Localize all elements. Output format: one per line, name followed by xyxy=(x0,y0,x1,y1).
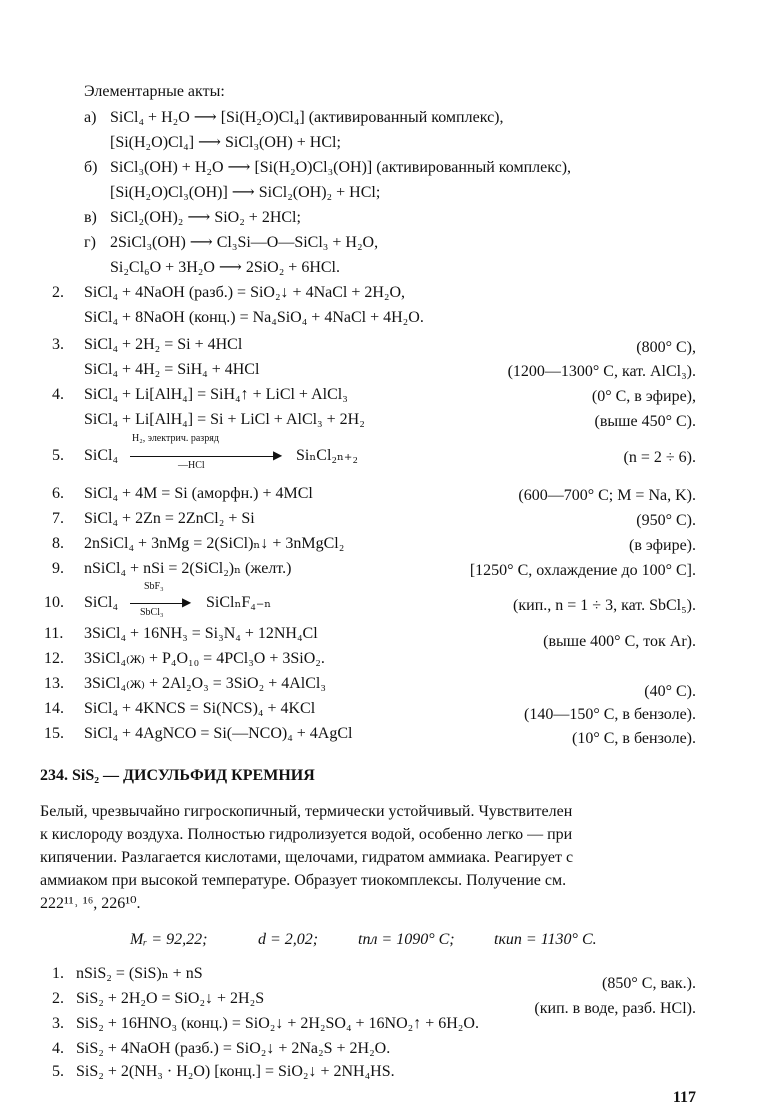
reaction-equation: SiCl₄ + 4KNCS = Si(NCS)₄ + 4KCl xyxy=(84,700,316,717)
act-equation: [Si(H₂O)Cl₃(OH)] ⟶ SiCl₂(OH)₂ + HCl; xyxy=(110,184,381,201)
act-equation: SiCl₄ + H₂O ⟶ [Si(H₂O)Cl₄] (активированный комплекс), xyxy=(110,109,504,126)
act-equation: Si₂Cl₆O + 3H₂O ⟶ 2SiO₂ + 6HCl. xyxy=(110,259,340,276)
reaction-number: 11. xyxy=(44,625,64,642)
reaction-number: 2. xyxy=(52,990,64,1007)
reaction-conditions: (40° C). xyxy=(644,683,696,700)
arrow-head-icon: ▶ xyxy=(273,448,283,462)
description-line: Белый, чрезвычайно гигроскопичный, термически устойчивый. Чувствителен xyxy=(40,803,573,820)
reaction-conditions: (850° C, вак.). xyxy=(602,975,696,992)
reaction-equation: SiCl₄ + 4M = Si (аморфн.) + 4MCl xyxy=(84,485,313,502)
reaction-equation: nSiS₂ = (SiS)ₙ + nS xyxy=(76,965,203,982)
reaction-equation: SiCl₄ + 8NaOH (конц.) = Na₄SiO₄ + 4NaCl + 4H₂O. xyxy=(84,309,424,326)
reaction-conditions: (в эфире). xyxy=(628,537,696,554)
molar-mass: Mᵣ = 92,22; xyxy=(130,931,208,948)
section-heading xyxy=(40,768,315,784)
intro-text: Элементарные акты: xyxy=(84,83,225,100)
reaction-number: 3. xyxy=(52,336,64,353)
reaction-conditions: [1250° C, охлаждение до 100° C]. xyxy=(469,562,696,579)
reaction-number: 3. xyxy=(52,1015,64,1032)
reaction-conditions: (0° C, в эфире), xyxy=(591,388,696,405)
reaction-conditions: (кип., n = 1 ÷ 3, кат. SbCl₅). xyxy=(513,597,696,614)
reaction-number: 1. xyxy=(52,965,64,982)
reaction-product: SiₙCl₂ₙ₊₂ xyxy=(296,447,358,464)
reaction-number: 2. xyxy=(52,284,64,301)
reaction-number: 12. xyxy=(44,650,64,667)
reaction-conditions: (кип. в воде, разб. HCl). xyxy=(534,1000,696,1017)
reaction-equation: 3SiCl₄₍ж₎ + 2Al₂O₃ = 3SiO₂ + 4AlCl₃ xyxy=(84,675,326,692)
reaction-number: 5. xyxy=(52,447,64,464)
reaction-equation: SiCl₄ + Li[AlH₄] = Si + LiCl + AlCl₃ + 2H₂ xyxy=(84,411,365,428)
reaction-conditions: (10° C, в бензоле). xyxy=(572,730,696,747)
reaction-conditions: (1200—1300° C, кат. AlCl₃). xyxy=(507,363,696,380)
reaction-number: 9. xyxy=(52,560,64,577)
reaction-equation: SiCl₄ + 2H₂ = Si + 4HCl xyxy=(84,336,243,353)
arrow-label-above: H₂, электрич. разряд xyxy=(132,433,219,444)
reaction-number: 7. xyxy=(52,510,64,527)
reaction-reactant: SiCl₄ xyxy=(84,447,119,464)
arrow-label-below: SbCl₃ xyxy=(140,607,164,618)
section-number: 234. xyxy=(40,767,68,784)
act-equation: SiCl₂(OH)₂ ⟶ SiO₂ + 2HCl; xyxy=(110,209,301,226)
reaction-conditions: (600—700° C; M = Na, K). xyxy=(518,487,696,504)
reaction-equation: SiCl₄ + 4H₂ = SiH₄ + 4HCl xyxy=(84,361,260,378)
reaction-equation: 3SiCl₄ + 16NH₃ = Si₃N₄ + 12NH₄Cl xyxy=(84,625,318,642)
description-line: кипячении. Разлагается кислотами, щелочами, гидратом аммиака. Реагирует с xyxy=(40,849,574,866)
reaction-conditions: (выше 400° C, ток Ar). xyxy=(543,633,696,650)
reaction-equation: SiS₂ + 4NaOH (разб.) = SiO₂↓ + 2Na₂S + 2H₂O. xyxy=(76,1040,391,1057)
reaction-number: 13. xyxy=(44,675,64,692)
density: d = 2,02; xyxy=(258,931,319,948)
description-line: к кислороду воздуха. Полностью гидролизуется водой, особенно легко — при xyxy=(40,826,573,843)
reaction-equation: SiCl₄ + 2Zn = 2ZnCl₂ + Si xyxy=(84,510,255,527)
act-equation: SiCl₃(OH) + H₂O ⟶ [Si(H₂O)Cl₃(OH)] (активированный комплекс), xyxy=(110,159,572,176)
reaction-equation: SiCl₄ + 4NaOH (разб.) = SiO₂↓ + 4NaCl + 2H₂O, xyxy=(84,284,406,301)
reaction-number: 8. xyxy=(52,535,64,552)
reaction-equation: nSiCl₄ + nSi = 2(SiCl₂)ₙ (желт.) xyxy=(84,560,292,577)
act-label: в) xyxy=(84,209,97,226)
reaction-number: 6. xyxy=(52,485,64,502)
arrow-label-below: —HCl xyxy=(178,460,205,471)
act-equation: 2SiCl₃(OH) ⟶ Cl₃Si—O—SiCl₃ + H₂O, xyxy=(110,234,379,251)
act-equation: [Si(H₂O)Cl₄] ⟶ SiCl₃(OH) + HCl; xyxy=(110,134,341,151)
act-label: г) xyxy=(84,234,96,251)
boiling-point: tкип = 1130° C. xyxy=(494,931,597,948)
reaction-equation: SiS₂ + 16HNO₃ (конц.) = SiO₂↓ + 2H₂SO₄ + 16NO₂↑ + 6H₂O. xyxy=(76,1015,479,1032)
reaction-product: SiClₙF₄₋ₙ xyxy=(206,594,272,611)
reaction-equation: 3SiCl₄₍ж₎ + P₄O₁₀ = 4PCl₃O + 3SiO₂. xyxy=(84,650,325,667)
reaction-conditions: (950° C). xyxy=(636,512,696,529)
act-label: а) xyxy=(84,109,97,126)
description-line: 222¹¹˒ ¹⁶, 226¹⁰. xyxy=(40,895,141,912)
reaction-arrow xyxy=(130,603,186,604)
act-label: б) xyxy=(84,159,98,176)
reaction-equation: 2nSiCl₄ + 3nMg = 2(SiCl)ₙ↓ + 3nMgCl₂ xyxy=(84,535,345,552)
reaction-equation: SiS₂ + 2H₂O = SiO₂↓ + 2H₂S xyxy=(76,990,265,1007)
reaction-number: 5. xyxy=(52,1063,64,1080)
reaction-arrow xyxy=(130,456,278,457)
reaction-number: 4. xyxy=(52,1040,64,1057)
reaction-conditions: (140—150° C, в бензоле). xyxy=(524,706,696,723)
arrow-head-icon: ▶ xyxy=(182,595,192,609)
section-title: SiS₂ — ДИСУЛЬФИД КРЕМНИЯ xyxy=(72,767,315,784)
reaction-conditions: (n = 2 ÷ 6). xyxy=(623,449,696,466)
melting-point: tпл = 1090° C; xyxy=(358,931,455,948)
reaction-equation: SiCl₄ + Li[AlH₄] = SiH₄↑ + LiCl + AlCl₃ xyxy=(84,386,348,403)
description-line: аммиаком при высокой температуре. Образует тиокомплексы. Получение см. xyxy=(40,872,567,889)
page-number: 117 xyxy=(672,1089,696,1106)
reaction-number: 10. xyxy=(44,594,64,611)
reaction-equation: SiCl₄ + 4AgNCO = Si(—NCO)₄ + 4AgCl xyxy=(84,725,353,742)
reaction-number: 14. xyxy=(44,700,64,717)
reaction-number: 4. xyxy=(52,386,64,403)
reaction-equation: SiS₂ + 2(NH₃ · H₂O) [конц.] = SiO₂↓ + 2NH₄HS. xyxy=(76,1063,395,1080)
reaction-conditions: (выше 450° C). xyxy=(594,413,696,430)
reaction-number: 15. xyxy=(44,725,64,742)
arrow-label-above: SbF₃ xyxy=(144,581,164,592)
reaction-reactant: SiCl₄ xyxy=(84,594,119,611)
reaction-conditions: (800° C), xyxy=(636,339,696,356)
